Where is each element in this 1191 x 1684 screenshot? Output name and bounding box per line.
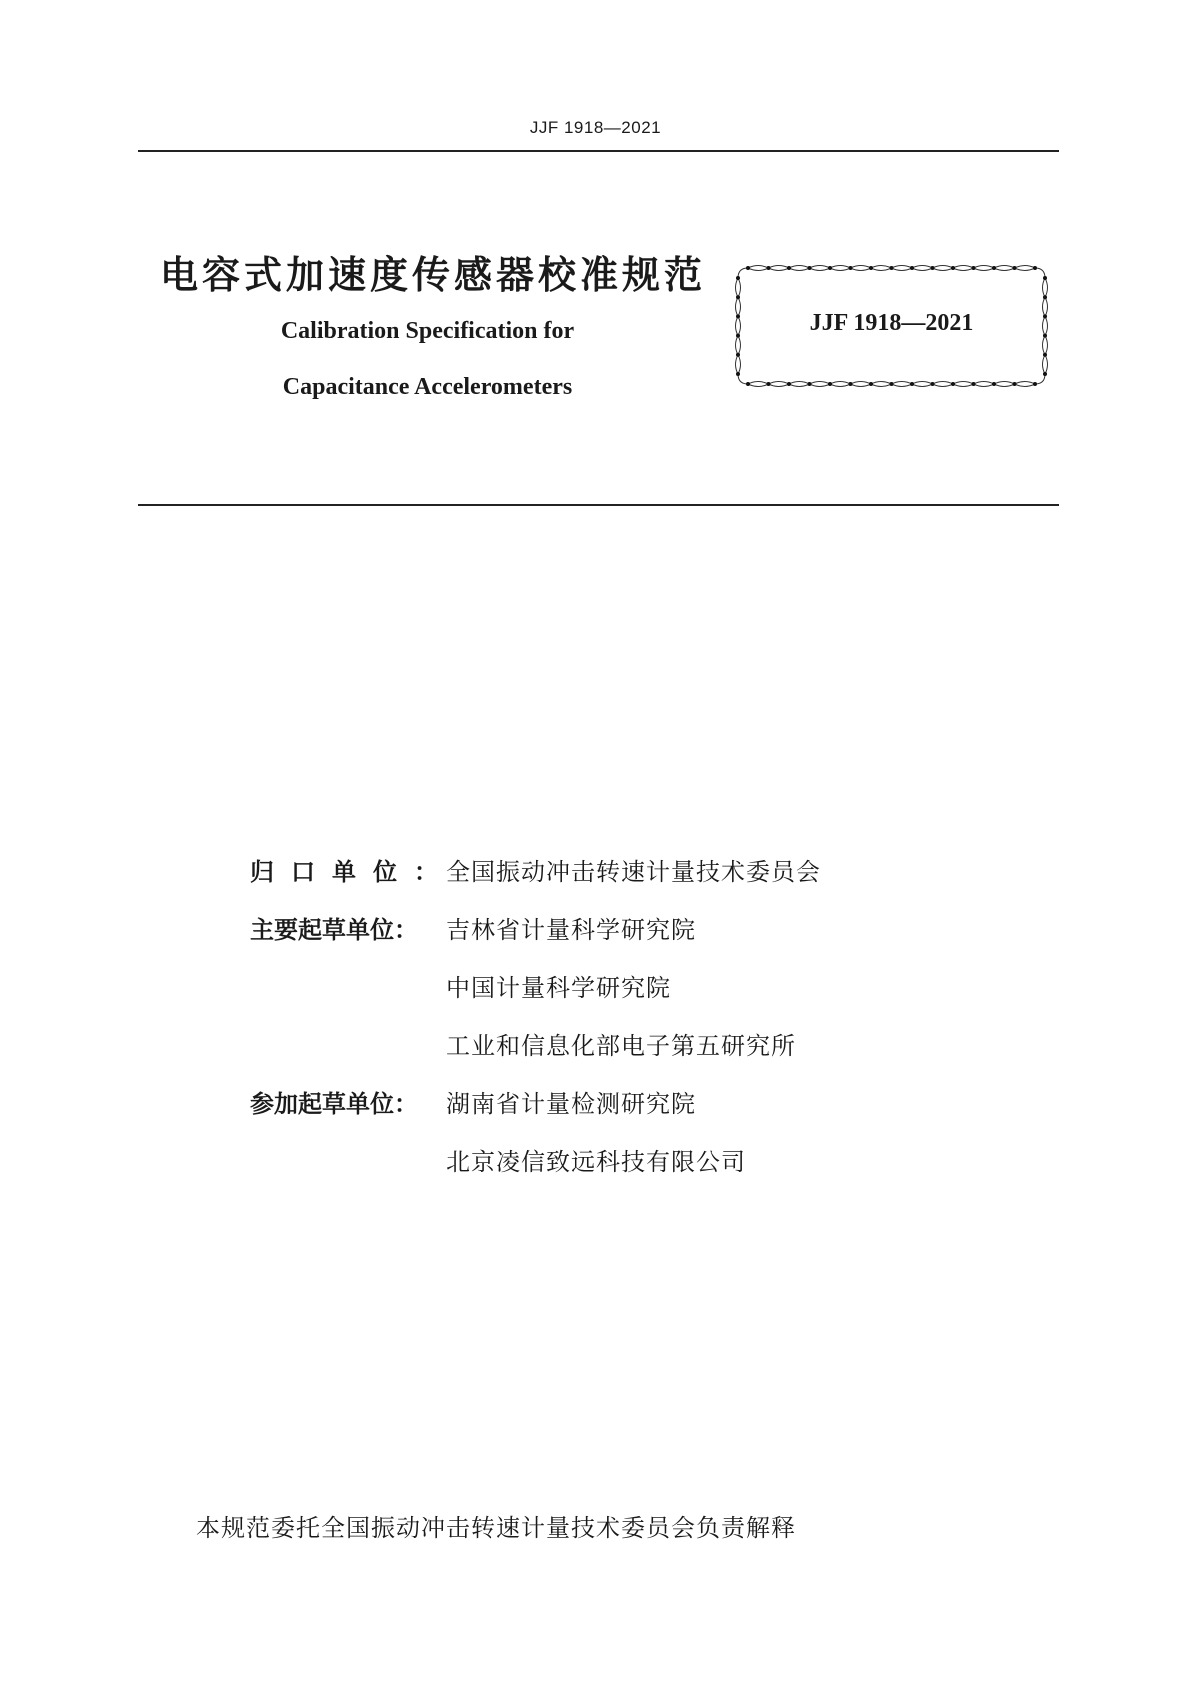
main-drafting-row [250,1026,796,1066]
participating-drafting-unit: 湖南省计量检测研究院 [446,1090,696,1118]
responsible-unit-row [250,852,821,892]
title-divider [138,504,1059,506]
title-english-line1: Calibration Specification for [280,318,575,344]
title-chinese: 电容式加速度传感器校准规范 [160,253,707,297]
responsible-unit-value: 全国振动冲击转速计量技术委员会 [446,858,821,886]
participating-drafting-unit: 北京凌信致远科技有限公司 [446,1148,746,1176]
title-english-line2: Capacitance Accelerometers [282,374,573,400]
header-standard-code: JJF 1918—2021 [529,118,662,137]
header-divider [138,150,1059,152]
main-drafting-unit: 工业和信息化部电子第五研究所 [446,1032,796,1060]
participating-drafting-label: 参加起草单位： [250,1090,418,1118]
main-drafting-row [250,968,671,1008]
interpretation-note: 本规范委托全国振动冲击转速计量技术委员会负责解释 [196,1514,796,1542]
participating-drafting-row [250,1142,746,1182]
main-drafting-row [250,910,696,950]
main-drafting-label: 主要起草单位： [250,916,418,944]
responsible-unit-label: 归口单位： [250,858,455,886]
frame-standard-code: JJF 1918—2021 [809,310,974,336]
main-drafting-unit: 中国计量科学研究院 [446,974,671,1002]
participating-drafting-row [250,1084,696,1124]
main-drafting-unit: 吉林省计量科学研究院 [446,916,696,944]
